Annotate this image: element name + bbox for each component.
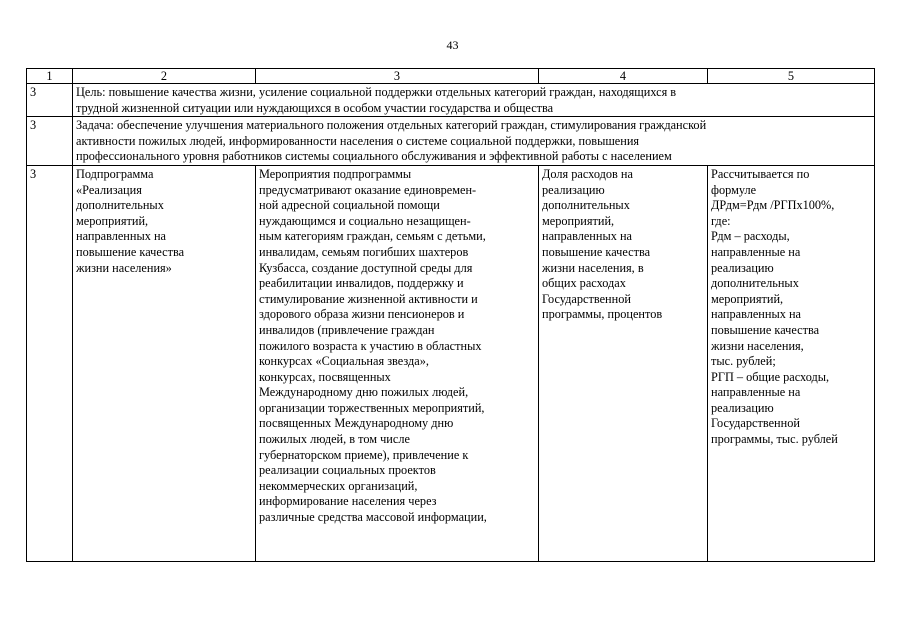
- row-number: 3: [27, 117, 73, 166]
- text-line: тыс. рублей;: [711, 354, 776, 369]
- header-cell: 3: [256, 69, 539, 84]
- text-line: реализацию: [542, 182, 605, 197]
- text-line: пожилых людей, в том числе: [259, 432, 410, 447]
- text-line: инвалидов (привлечение граждан: [259, 322, 435, 337]
- text-line: Рассчитывается по: [711, 166, 810, 181]
- page-number: 43: [446, 38, 459, 52]
- row-number: 3: [27, 165, 73, 561]
- text-line: направленные на: [711, 244, 801, 259]
- text-line: мероприятий,: [76, 213, 149, 228]
- text-line: губернаторском приеме), привлечение к: [259, 447, 469, 462]
- task-row: [27, 117, 875, 166]
- text-line: стимулирование жизненной активности и: [259, 291, 478, 306]
- text-line: Мероприятия подпрограммы: [259, 166, 412, 181]
- text-line: некоммерческих организаций,: [259, 478, 418, 493]
- header-cell: 5: [708, 69, 875, 84]
- text-line: направленных на: [76, 229, 166, 244]
- text-line: посвященных Международному дню: [259, 416, 454, 431]
- text-line: Подпрограмма: [76, 166, 154, 181]
- text-line: направленных на: [542, 229, 632, 244]
- text-line: пожилого возраста к участию в областных: [259, 338, 482, 353]
- text-line: Государственной: [542, 291, 631, 306]
- text-line: трудной жизненной ситуации или нуждающихся в особом участии государства и общества: [76, 100, 554, 115]
- subprogram-name-cell: [73, 165, 256, 561]
- text-line: жизни населения»: [76, 260, 172, 275]
- text-line: жизни населения,: [711, 338, 804, 353]
- text-line: инвалидам, семьям погибших шахтеров: [259, 244, 469, 259]
- text-line: жизни населения, в: [542, 260, 644, 275]
- text-line: реализацию: [711, 260, 774, 275]
- text-line: реализацию: [711, 400, 774, 415]
- row-number: 3: [27, 84, 73, 117]
- text-line: Задача: обеспечение улучшения материального положения отдельных категорий граждан, стимулирования гражданской: [76, 118, 707, 133]
- text-line: реабилитации инвалидов, поддержку и: [259, 276, 464, 291]
- text-line: профессионального уровня работников системы социального обслуживания и эффективной работы с населением: [76, 149, 672, 164]
- text-line: дополнительных: [542, 198, 630, 213]
- text-line: Цель: повышение качества жизни, усиление социальной поддержки отдельных категорий граждан, находящихся в: [76, 85, 677, 99]
- text-line: «Реализация: [76, 182, 142, 197]
- text-line: направленных на: [711, 307, 801, 322]
- text-line: РГП – общие расходы,: [711, 369, 830, 384]
- text-line: повышение качества: [76, 244, 185, 259]
- text-line: Международному дню пожилых людей,: [259, 385, 469, 400]
- text-line: общих расходах: [542, 276, 626, 291]
- header-cell: 2: [73, 69, 256, 84]
- text-line: ДРдм=Рдм /РГПх100%,: [711, 198, 835, 213]
- text-line: активности пожилых людей, информированности населения о системе социальной поддержки, повышения: [76, 133, 640, 148]
- header-cell: 1: [27, 69, 73, 84]
- indicator-cell: [539, 165, 708, 561]
- text-line: повышение качества: [711, 322, 820, 337]
- goal-row: [27, 84, 875, 117]
- indicators-table: [26, 68, 875, 562]
- text-line: дополнительных: [711, 276, 799, 291]
- text-line: Государственной: [711, 416, 800, 431]
- text-line: предусматривают оказание единовремен-: [259, 182, 477, 197]
- text-line: программы, процентов: [542, 307, 663, 322]
- text-line: где:: [711, 213, 731, 228]
- text-line: различные средства массовой информации,: [259, 510, 487, 525]
- table-header-row: [27, 69, 875, 84]
- formula-cell: [708, 165, 875, 561]
- text-line: мероприятий,: [711, 291, 784, 306]
- text-line: конкурсах, посвященных: [259, 369, 391, 384]
- subprogram-row: [27, 165, 875, 561]
- text-line: программы, тыс. рублей: [711, 432, 838, 447]
- text-line: реализации социальных проектов: [259, 463, 436, 478]
- text-line: здорового образа жизни пенсионеров и: [259, 307, 465, 322]
- goal-text: [73, 84, 875, 117]
- text-line: формуле: [711, 182, 757, 197]
- text-line: направленные на: [711, 385, 801, 400]
- text-line: нуждающимся и социально незащищен-: [259, 213, 471, 228]
- text-line: организации торжественных мероприятий,: [259, 400, 485, 415]
- text-line: ной адресной социальной помощи: [259, 198, 440, 213]
- text-line: ным категориям граждан, семьям с детьми,: [259, 229, 486, 244]
- task-text: [73, 117, 875, 166]
- text-line: конкурсах «Социальная звезда»,: [259, 354, 429, 369]
- text-line: Рдм – расходы,: [711, 229, 790, 244]
- text-line: дополнительных: [76, 198, 164, 213]
- text-line: информирование населения через: [259, 494, 437, 509]
- text-line: Доля расходов на: [542, 166, 633, 181]
- measures-cell: [256, 165, 539, 561]
- text-line: повышение качества: [542, 244, 651, 259]
- text-line: мероприятий,: [542, 213, 615, 228]
- text-line: Кузбасса, создание доступной среды для: [259, 260, 473, 275]
- header-cell: 4: [539, 69, 708, 84]
